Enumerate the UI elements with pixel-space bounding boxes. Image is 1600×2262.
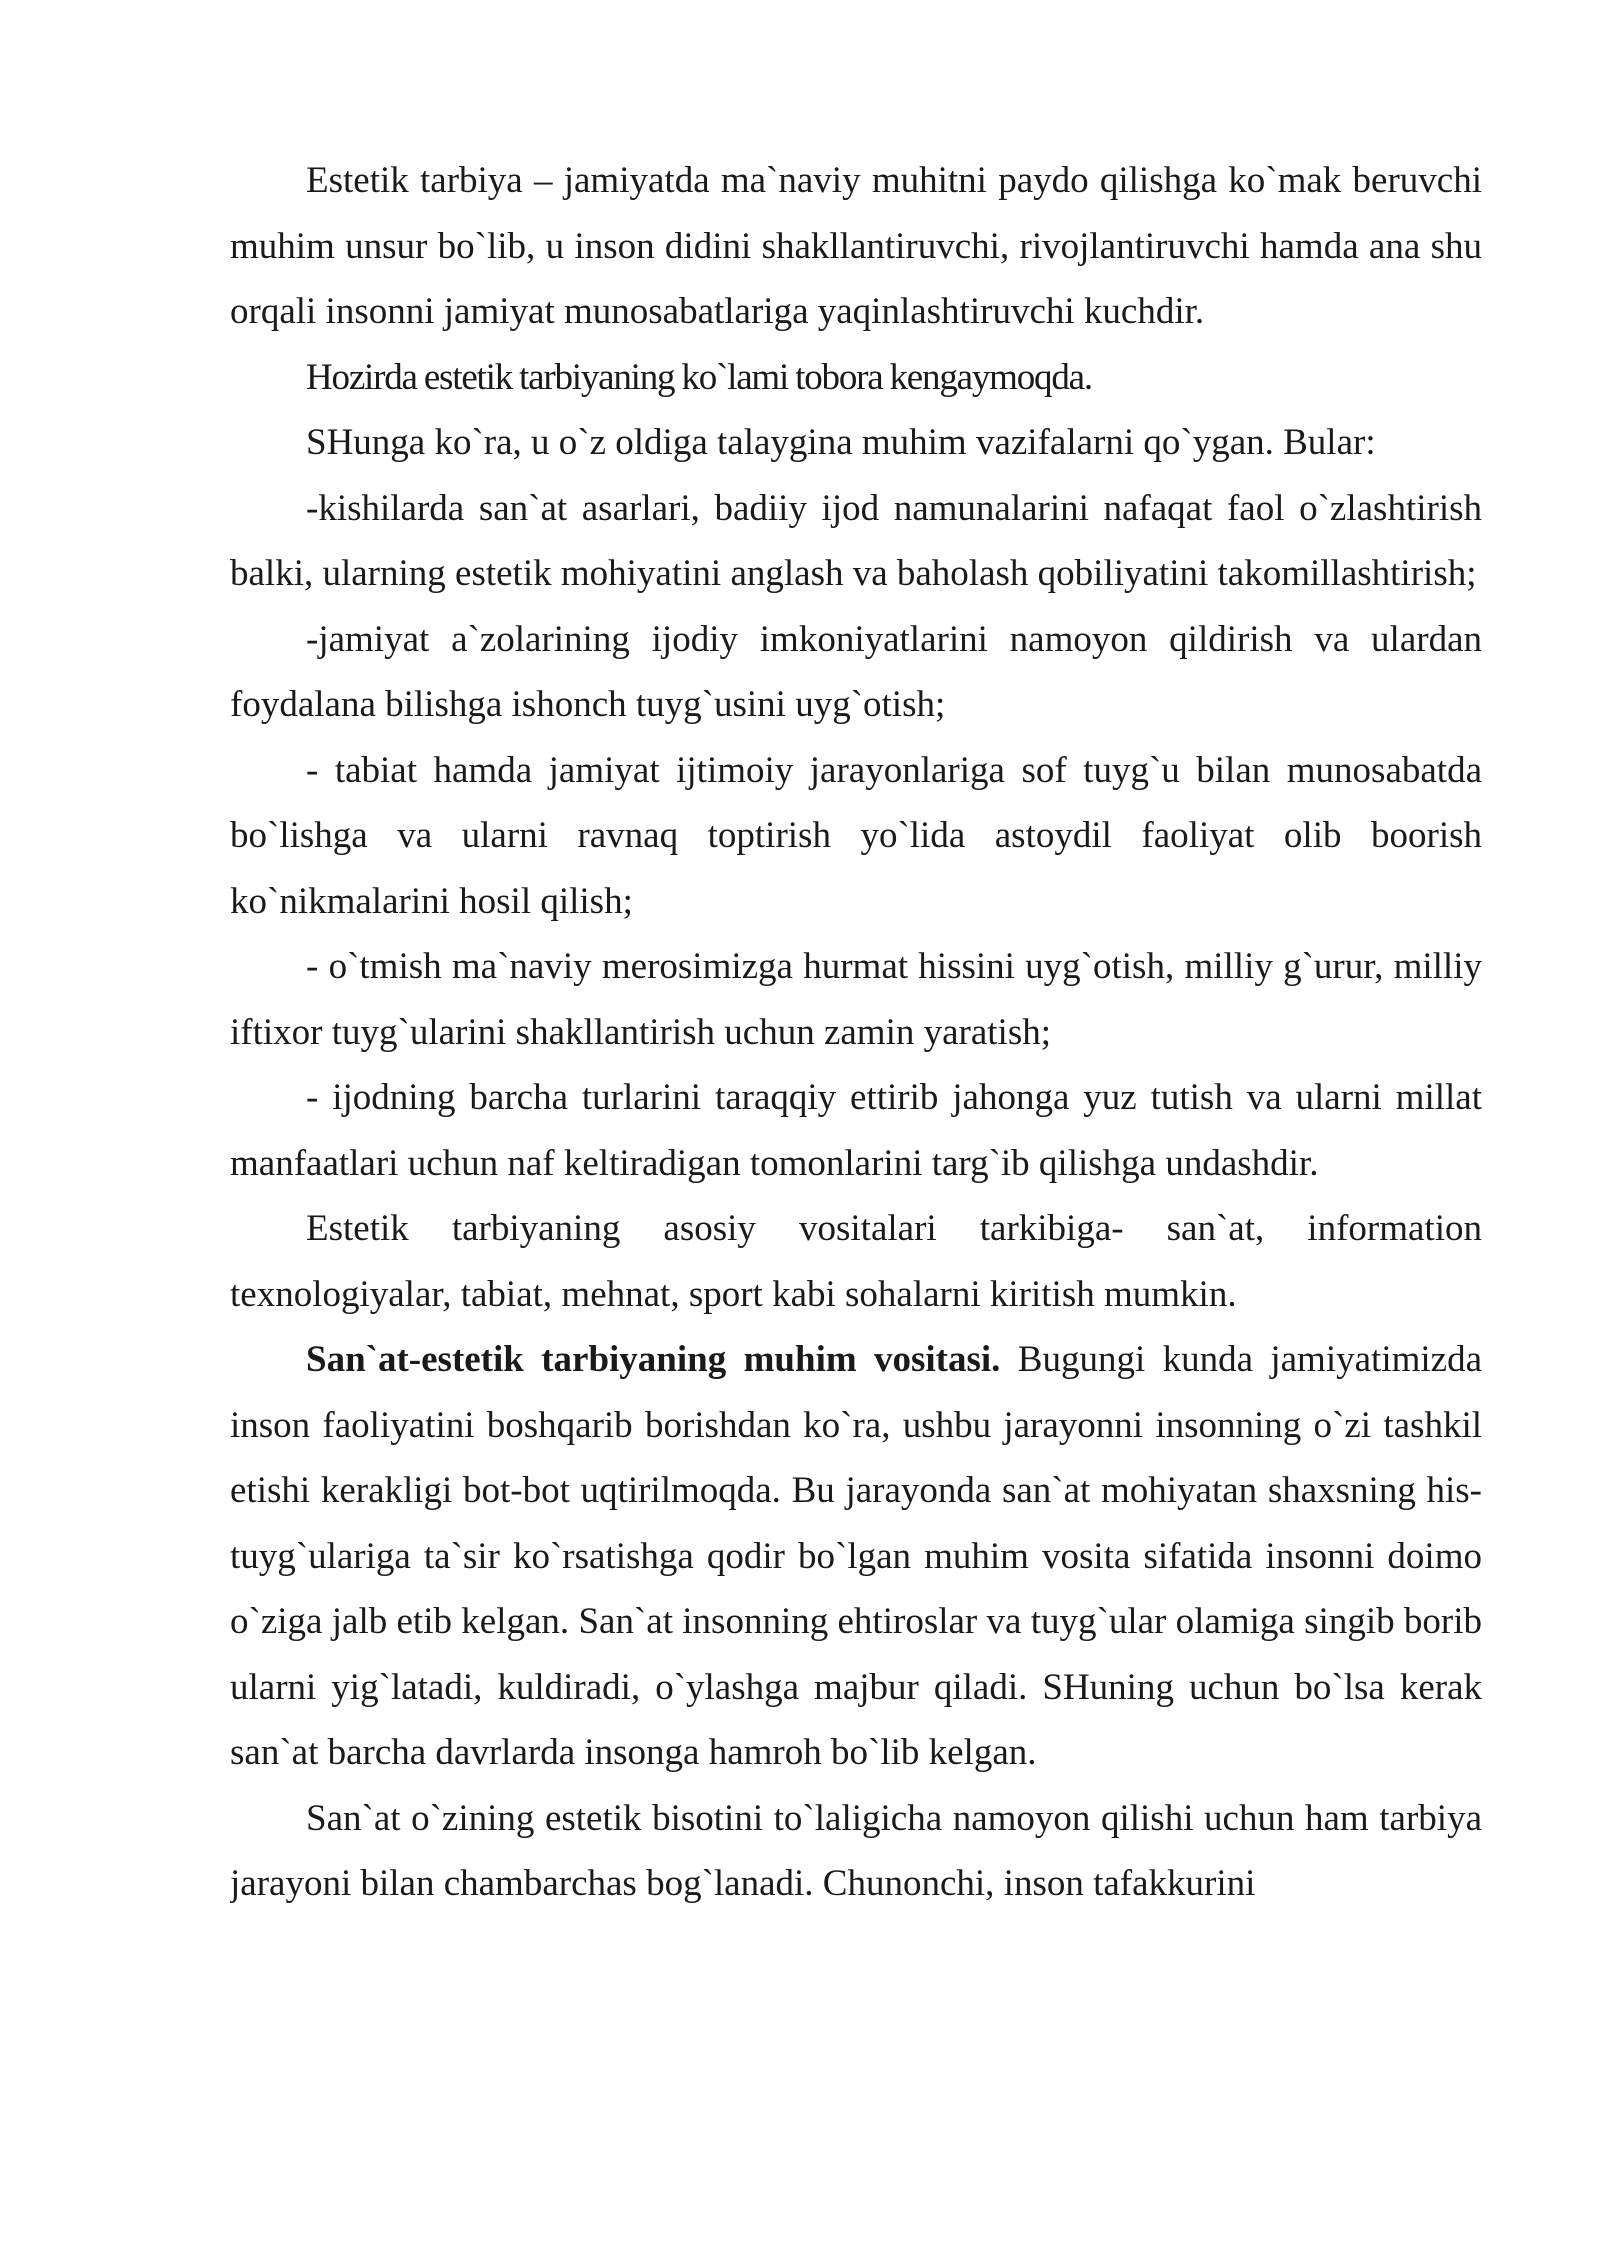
paragraph-text: Bugungi kunda jamiyatimizda inson faoliyatini boshqarib borishdan ko`ra, ushbu jarayonni insonning o`zi tashkil etishi kerakligi bot-bot uqtirilmoqda. Bu jarayonda san`at mohiyatan shaxsning his-tuyg`ulariga ta`sir ko`rsatishga qodir bo`lgan muhim vosita sifatida insonni doimo o`ziga jalb etib kelgan. San`at insonning ehtiroslar va tuyg`ular olamiga singib borib ularni yig`latadi, kuldiradi, o`ylashga majbur qiladi. SHuning uchun bo`lsa kerak san`at barcha davrlarda insonga hamroh bo`lib kelgan. (230, 1339, 1482, 1773)
paragraph-text: -kishilarda san`at asarlari, badiiy ijod namunalarini nafaqat faol o`zlashtirish balki, ularning estetik mohiyatini anglash va baholash qobiliyatini takomillashtirish; (230, 487, 1482, 594)
paragraph-2 (230, 345, 1482, 411)
paragraph-text: -jamiyat a`zolarining ijodiy imkoniyatlarini namoyon qildirish va ulardan foydalana bilishga ishonch tuyg`usini uyg`otish; (230, 618, 1482, 725)
paragraph-1 (230, 148, 1482, 345)
paragraph-7 (230, 934, 1482, 1065)
paragraph-text: Estetik tarbiya – jamiyatda ma`naviy muhitni paydo qilishga ko`mak beruvchi muhim unsur bo`lib, u inson didini shakllantiruvchi, rivojlantiruvchi hamda ana shu orqali insonni jamiyat munosabatlariga yaqinlashtiruvchi kuchdir. (230, 160, 1482, 332)
paragraph-3 (230, 410, 1482, 476)
paragraph-6 (230, 738, 1482, 935)
paragraph-text: - ijodning barcha turlarini taraqqiy ettirib jahonga yuz tutish va ularni millat manfaatlari uchun naf keltiradigan tomonlarini targ`ib qilishga undashdir. (230, 1077, 1482, 1184)
paragraph-text: - tabiat hamda jamiyat ijtimoiy jarayonlariga sof tuyg`u bilan munosabatda bo`lishga va ularni ravnaq toptirish yo`lida astoydil faoliyat olib boorish ko`nikmalarini hosil qilish; (230, 749, 1482, 922)
paragraph-9 (230, 1196, 1482, 1327)
paragraph-11 (230, 1786, 1482, 1917)
paragraph-bold-lead: San`at-estetik tarbiyaning muhim vositasi. (306, 1339, 1001, 1380)
paragraph-text: San`at o`zining estetik bisotini to`laligicha namoyon qilishi uchun ham tarbiya jarayoni bilan chambarchas bog`lanadi. Chunonchi, inson tafakkurini (230, 1797, 1482, 1904)
paragraph-text: SHunga ko`ra, u o`z oldiga talaygina muhim vazifalarni qo`ygan. Bular: (306, 422, 1376, 463)
paragraph-5 (230, 607, 1482, 738)
paragraph-text: - o`tmish ma`naviy merosimizga hurmat hissini uyg`otish, milliy g`urur, milliy iftixor tuyg`ularini shakllantirish uchun zamin yaratish; (230, 946, 1482, 1053)
paragraph-text: Hozirda estetik tarbiyaning ko`lami tobora kengaymoqda. (306, 356, 1092, 398)
paragraph-4 (230, 476, 1482, 607)
paragraph-8 (230, 1065, 1482, 1196)
page-body (230, 148, 1482, 2148)
paragraph-10 (230, 1327, 1482, 1786)
paragraph-text: Estetik tarbiyaning asosiy vositalari tarkibiga- san`at, information texnologiyalar, tabiat, mehnat, sport kabi sohalarni kiritish mumkin. (230, 1208, 1482, 1315)
